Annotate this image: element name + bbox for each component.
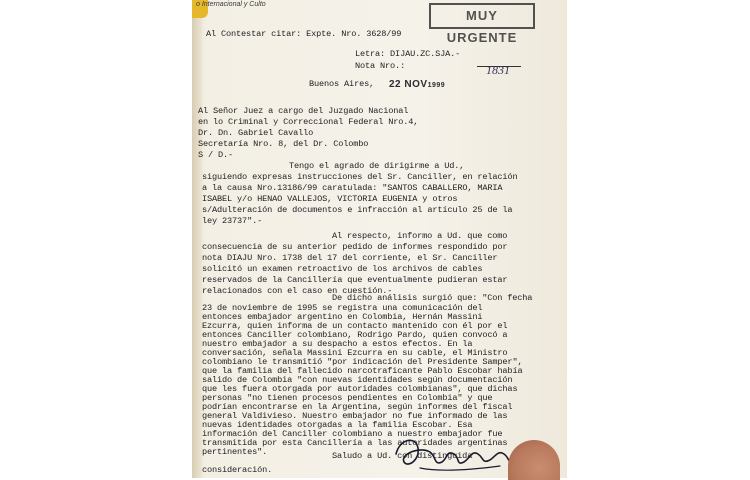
text-line: transmitida por esta Cancillería a las autoridades argentinas — [202, 438, 508, 448]
text-line: nota DIAJU Nro. 1738 del 17 del corriente, el Sr. Canciller — [202, 253, 498, 263]
text-line: consecuencia de su anterior pedido de informes respondido por — [202, 242, 508, 252]
text-line: De dicho análisis surgió que: "Con fecha — [332, 293, 533, 303]
text-line: nuestro embajador a su despacho a estos efectos. En la — [202, 339, 473, 349]
text-line: que les fuera otorgada por autoridades colombianas", que dichas — [202, 384, 518, 394]
addressee-line: S / D.- — [198, 150, 234, 160]
text-line: siguiendo expresas instrucciones del Sr. Canciller, en relación — [202, 172, 518, 182]
text-line: a la causa Nro.13186/99 caratulada: "SANTOS CABALLERO, MARIA — [202, 183, 503, 193]
place-line: Buenos Aires, — [309, 79, 375, 89]
text-line: personas "no tienen procesos pendientes en Colombia" y que — [202, 393, 493, 403]
text-line: relacionados con el caso en cuestión.- — [202, 286, 393, 296]
text-line: Ezcurra, quien informa de un contacto mantenido con él por el — [202, 321, 508, 331]
text-line: Al respecto, informo a Ud. que como — [332, 231, 508, 241]
paper-fold — [192, 0, 202, 478]
text-line: 23 de noviembre de 1995 se registra una comunicación del — [202, 303, 483, 313]
document-page — [192, 0, 567, 478]
text-line: ley 23737".- — [202, 216, 263, 226]
text-line: general Valdivieso. Nuestro embajador no fue informado de las — [202, 411, 508, 421]
closing-consideracion: consideración. — [202, 465, 273, 475]
ministry-header: o Internacional y Culto — [196, 1, 266, 8]
text-line: entonces embajador argentino en Colombia, Hernán Massini — [202, 312, 483, 322]
addressee-line: en lo Criminal y Correccional Federal Nro.4, — [198, 117, 419, 127]
date-stamp: 22 NOV1999 — [389, 79, 446, 90]
text-line: información del Canciller colombiano a nuestro embajador fue — [202, 429, 503, 439]
text-line: entonces Canciller colombiano, Rodrigo Pardo, quien convocó a — [202, 330, 508, 340]
citar-line: Al Contestar citar: Expte. Nro. 3628/99 — [206, 29, 402, 39]
text-line: conversación, señala Massini Ezcurra en su cable, el Ministro — [202, 348, 508, 358]
addressee-line: Al Señor Juez a cargo del Juzgado Nacional — [198, 106, 409, 116]
nota-number: 1831 — [486, 63, 510, 77]
text-line: nuevas identidades otorgadas a la familia Escobar. Esa — [202, 420, 473, 430]
text-line: salido de Colombia "con nuevas identidades según documentación — [202, 375, 513, 385]
text-line: s/Adulteración de documentos e infracción al artículo 25 de la — [202, 205, 513, 215]
letra-line: Letra: DIJAU.ZC.SJA.- — [355, 49, 461, 59]
addressee-line: Secretaría Nro. 8, del Dr. Colombo — [198, 139, 369, 149]
text-line: colombiano le transmitió "por indicación del Presidente Samper", — [202, 357, 523, 367]
addressee-line: Dr. Dn. Gabriel Cavallo — [198, 128, 314, 138]
closing-line: Saludo a Ud. con distinguida — [332, 451, 473, 461]
nota-label: Nota Nro.: — [355, 61, 406, 71]
text-line: Tengo el agrado de dirigirme a Ud., — [289, 161, 465, 171]
text-line: pertinentes". — [202, 447, 268, 457]
text-line: reservados de la Cancillería que eventualmente pudieran estar — [202, 275, 508, 285]
text-line: ISABEL y/o HENAO VALLEJOS, VICTORIA EUGENIA y otros — [202, 194, 458, 204]
text-line: solicitó un examen retroactivo de los archivos de cables — [202, 264, 483, 274]
urgent-stamp: MUY URGENTE — [429, 3, 535, 29]
text-line: podrían encontrarse en la Argentina, según informes del fiscal — [202, 402, 513, 412]
text-line: que la familia del fallecido narcotraficante Pablo Escobar había — [202, 366, 523, 376]
